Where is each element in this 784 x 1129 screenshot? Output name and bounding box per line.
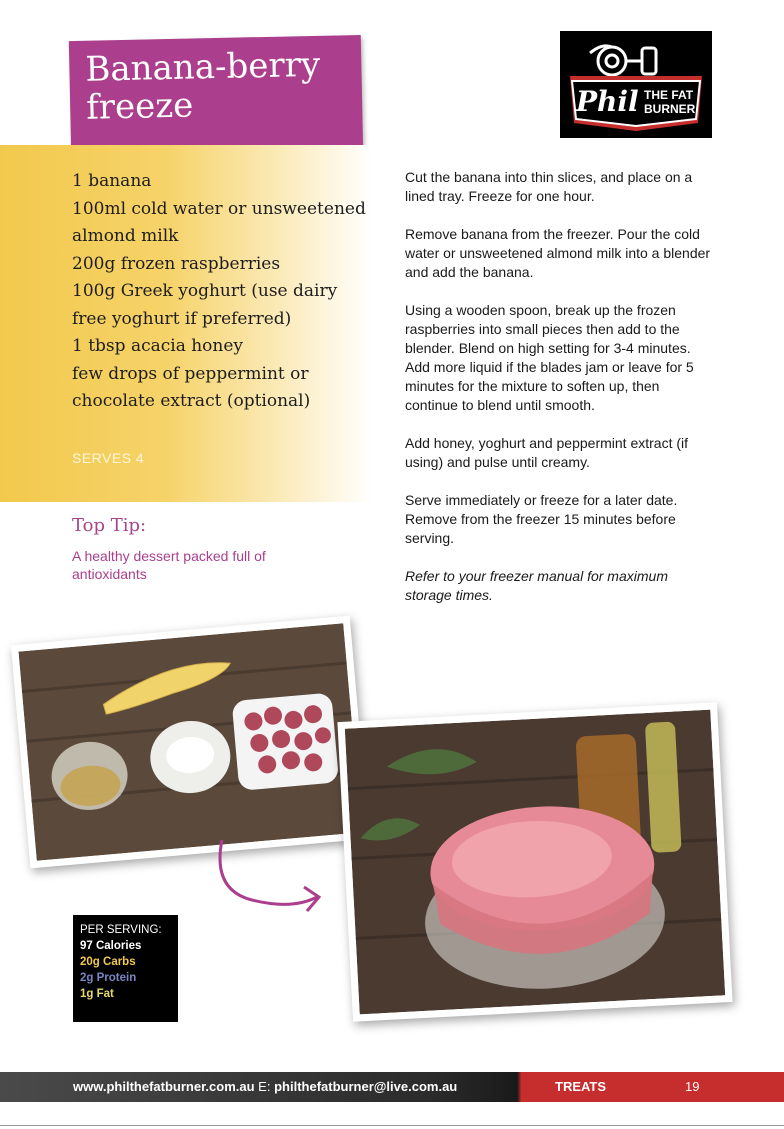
nutrition-heading: PER SERVING: (80, 924, 162, 936)
footer-section-label: TREATS (555, 1079, 607, 1094)
method-step: Cut the banana into thin slices, and place on a lined tray. Freeze for one hour. (405, 169, 693, 204)
ingredient-item: few drops of peppermint or chocolate extract (optional) (72, 363, 311, 411)
footer-website-link[interactable]: www.philthefatburner.com.au (73, 1079, 255, 1094)
bottom-divider (0, 1125, 784, 1126)
ingredients-photo (11, 616, 369, 869)
storage-note: Refer to your freezer manual for maximum storage times. (405, 568, 668, 603)
tip-body: A healthy dessert packed full of antioxidants (72, 548, 266, 582)
page-number: 19 (685, 1079, 700, 1094)
nutrition-carbs: 20g Carbs (80, 956, 136, 968)
ingredient-item: 100g Greek yoghurt (use dairy free yoghurt if preferred) (72, 281, 338, 329)
serves-label: SERVES 4 (72, 450, 145, 466)
method-step: Add honey, yoghurt and peppermint extract (if using) and pulse until creamy. (405, 435, 689, 470)
nutrition-box (73, 915, 178, 1022)
logo-tagline-1: THE FAT (644, 88, 694, 102)
logo-tagline-2: BURNER (644, 102, 696, 116)
method-steps (405, 168, 715, 624)
footer-email-link[interactable]: philthefatburner@live.com.au (274, 1079, 458, 1094)
tip-heading: Top Tip: (72, 515, 147, 536)
smoothie-photo (337, 702, 732, 1021)
method-step: Using a wooden spoon, break up the frozen raspberries into small pieces then add to the blender. Blend on high setting for 3-4 minutes. Add more liquid if the blades jam or leave for 5 minutes for the mixture to soften up, then continue to blend until smooth. (405, 302, 694, 413)
method-step: Remove banana from the freezer. Pour the cold water or unsweetened almond milk into a blender and add the banana. (405, 226, 711, 280)
ingredient-item: 100ml cold water or unsweetened almond milk (72, 198, 366, 246)
footer-email-prefix: E: (258, 1079, 271, 1094)
ingredient-item: 1 tbsp acacia honey (72, 336, 244, 356)
ingredient-item: 200g frozen raspberries (72, 253, 281, 274)
nutrition-fat: 1g Fat (80, 988, 114, 1000)
nutrition-protein: 2g Protein (80, 972, 137, 984)
ingredient-item: 1 banana (72, 171, 152, 191)
brand-logo (560, 31, 712, 138)
recipe-title-banner (69, 35, 363, 157)
footer-contact (73, 1079, 457, 1094)
ingredients-list (72, 168, 372, 416)
curved-arrow-icon (212, 835, 332, 925)
method-step: Serve immediately or freeze for a later date. Remove from the freezer 15 minutes before serving. (405, 492, 678, 546)
recipe-title: Banana-berry freeze (85, 44, 321, 128)
logo-name: Phil (576, 85, 639, 118)
nutrition-calories: 97 Calories (80, 940, 142, 952)
